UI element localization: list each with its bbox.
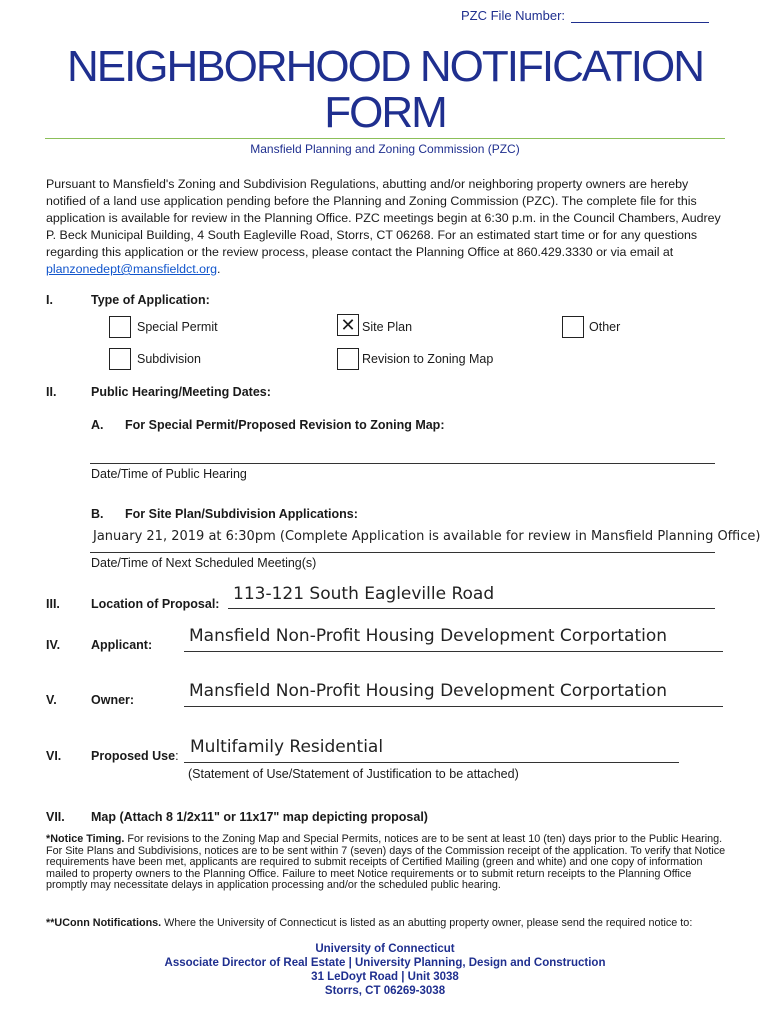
public-hearing-line [90,463,715,464]
owner-label: Owner: [91,693,135,707]
other-label: Other [589,320,621,334]
site-plan-label: Site Plan [362,320,413,334]
address-line2: Associate Director of Real Estate | University Planning, Design and Construction [164,957,606,969]
next-meeting-line [90,552,715,553]
section4-number: IV. [46,638,61,652]
uconn-notice-text: Where the University of Connecticut is listed as an abutting property owner, please send the required notice to: [161,917,693,929]
proposed-use-value[interactable]: Multifamily Residential [190,737,384,757]
section2b-letter: B. [91,507,104,521]
title-divider [45,138,725,139]
next-meeting-caption: Date/Time of Next Scheduled Meeting(s) [91,556,317,570]
section2a-heading: For Special Permit/Proposed Revision to Zoning Map: [125,418,445,432]
proposed-use-colon: : [175,749,179,763]
planning-email-link[interactable]: planzonedept@mansfieldct.org [46,262,218,276]
section2-number: II. [46,385,57,399]
intro-end: . [217,262,221,276]
location-line [228,608,715,609]
section2b-heading: For Site Plan/Subdivision Applications: [125,507,358,521]
pzc-file-number-label: PZC File Number: [461,8,566,23]
notice-timing [46,834,726,892]
checked-x-icon: ✕ [340,315,356,335]
section6-number: VI. [46,749,62,763]
subdivision-label: Subdivision [137,352,201,366]
section7-number: VII. [46,810,65,824]
uconn-notice-head: **UConn Notifications. [46,917,162,929]
owner-value[interactable]: Mansfield Non-Profit Housing Development Corportation [189,681,668,701]
site-plan-checkbox[interactable] [337,314,359,336]
address-line4: Storrs, CT 06269-3038 [324,985,446,997]
location-value[interactable]: 113-121 South Eagleville Road [233,584,495,604]
next-meeting-value[interactable]: January 21, 2019 at 6:30pm (Complete Application is available for review in Mansfield Planning Office) [93,529,761,544]
uconn-notice [46,918,726,930]
address-line1: University of Connecticut [315,943,455,955]
proposed-use-label [91,749,179,763]
section2-heading: Public Hearing/Meeting Dates: [91,385,271,399]
special-permit-checkbox[interactable] [109,316,131,338]
section3-number: III. [46,597,60,611]
owner-line [184,706,723,707]
pzc-file-number [461,8,709,23]
other-checkbox[interactable] [562,316,584,338]
notice-timing-text: For revisions to the Zoning Map and Special Permits, notices are to be sent at least 10 (ten) days prior to the Public Hearing. For Site Plans and Subdivisions, notices are to be sent within 7 (seven) days of the Commission receipt of the application. To verify that Notice requirements have been met, applicants are required to submit receipts of Certified Mailing (green and white) and one copy of information mailed to property owners to the Planning Office. Failure to meet Notice requirements or to submit return receipts to the Planning Office promptly may necessitate delays in application processing and/or the scheduled public hearing. [46,833,726,892]
form-subtitle: Mansfield Planning and Zoning Commission (PZC) [250,142,520,156]
applicant-value[interactable]: Mansfield Non-Profit Housing Development Corportation [189,626,668,646]
form-title-line2: FORM [324,88,446,137]
map-label: Map (Attach 8 1/2x11" or 11x17" map depicting proposal) [91,810,428,824]
revision-zoning-map-checkbox[interactable] [337,348,359,370]
revision-zoning-map-label: Revision to Zoning Map [362,352,494,366]
pzc-file-number-field[interactable] [571,10,709,23]
section1-number: I. [46,293,53,307]
intro-text: Pursuant to Mansfield's Zoning and Subdivision Regulations, abutting and/or neighboring property owners are hereby notified of a land use application pending before the Planning and Zoning Commission (PZC). The complete file for this application is available for review in the Planning Office. PZC meetings begin at 6:30 p.m. in the Council Chambers, Audrey P. Beck Municipal Building, 4 South Eagleville Road, Storrs, CT 06268. For an estimated start time or for any questions regarding this application or the review process, please contact the Planning Office at 860.429.3330 or via email at [46,177,721,259]
section1-heading: Type of Application: [91,293,210,307]
applicant-label: Applicant: [91,638,153,652]
section2a-letter: A. [91,418,104,432]
public-hearing-caption: Date/Time of Public Hearing [91,467,247,481]
proposed-use-line [184,762,679,763]
proposed-use-label-text: Proposed Use [91,749,176,763]
section5-number: V. [46,693,57,707]
applicant-line [184,651,723,652]
special-permit-label: Special Permit [137,320,218,334]
intro-paragraph [46,176,730,278]
location-label: Location of Proposal: [91,597,220,611]
address-line3: 31 LeDoyt Road | Unit 3038 [311,971,459,983]
proposed-use-caption: (Statement of Use/Statement of Justification to be attached) [188,767,519,781]
subdivision-checkbox[interactable] [109,348,131,370]
form-title-line1: NEIGHBORHOOD NOTIFICATION [66,42,704,91]
notice-timing-head: *Notice Timing. [46,833,125,845]
